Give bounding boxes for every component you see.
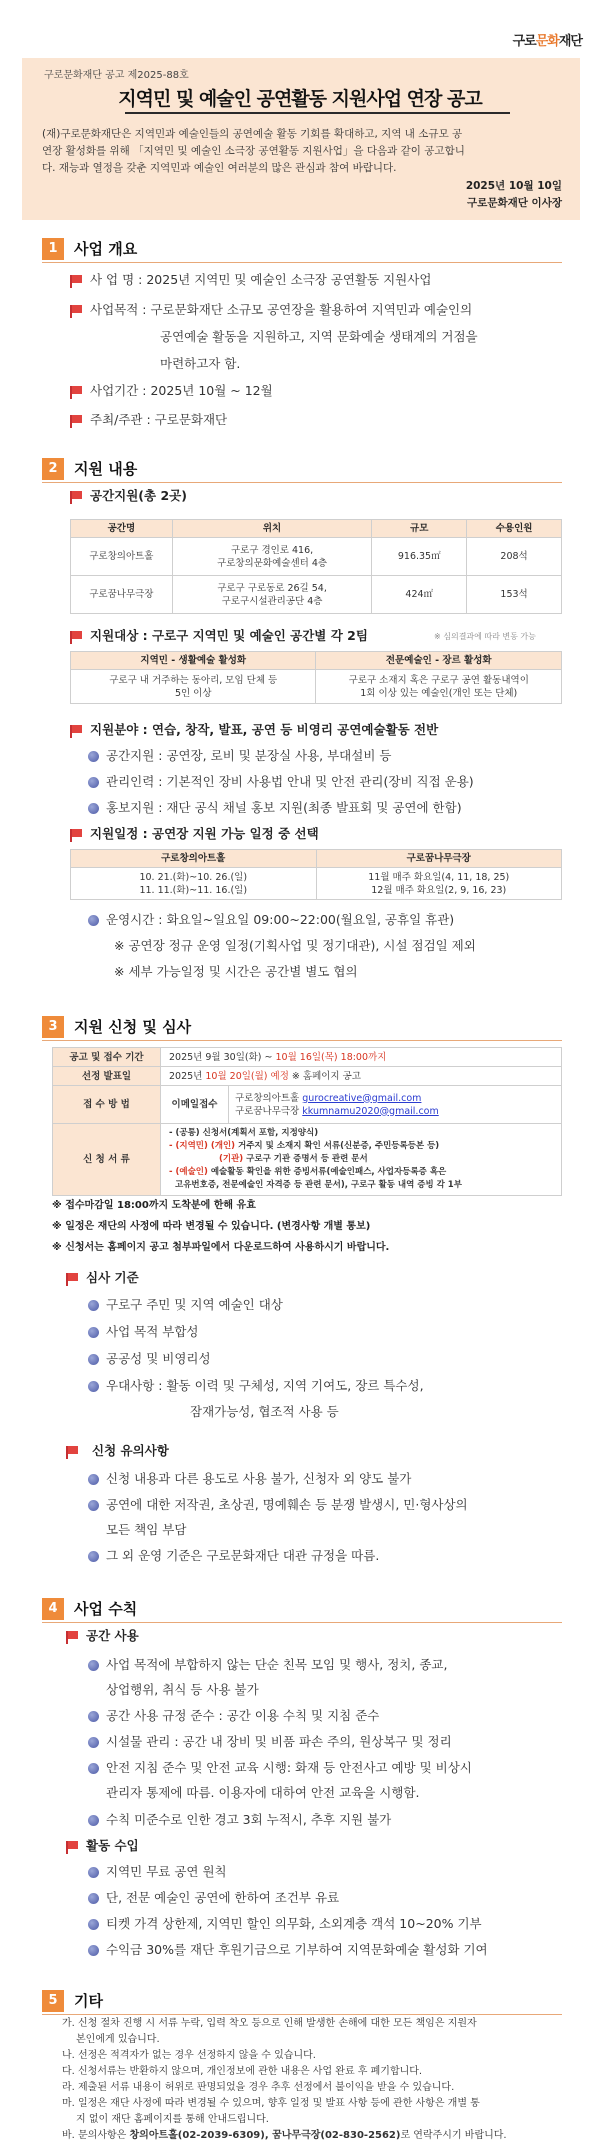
rule-item: 시설물 관리 : 공간 내 장비 및 비품 파손 주의, 원상복구 및 정리	[106, 1734, 452, 1749]
doc-text: 예술활동 확인을 위한 증빙서류(예술인패스, 사업자등록증 혹은	[207, 1167, 447, 1177]
section-divider	[42, 262, 562, 263]
doc-item	[169, 1140, 558, 1153]
criteria-item: 구로구 주민 및 지역 예술인 대상	[106, 1297, 283, 1312]
doc-tag: - (지역민) (개인)	[169, 1141, 236, 1151]
rule-item-cont: 상업행위, 취식 등 사용 불가	[106, 1682, 259, 1697]
bullet-icon	[88, 1300, 99, 1311]
section-number: 1	[42, 238, 64, 260]
project-host: 주최/주관 : 구로문화재단	[90, 412, 228, 427]
email-link[interactable]: kkumnamu2020@gmail.com	[302, 1105, 439, 1117]
application-note: ※ 일정은 재단의 사정에 따라 변경될 수 있습니다. (변경사항 개별 통보)	[52, 1221, 371, 1232]
section-divider	[42, 482, 562, 483]
method-email: 이메일접수	[161, 1086, 229, 1124]
section-number: 4	[42, 1598, 64, 1620]
flag-icon	[68, 490, 82, 504]
project-name: 사 업 명 : 2025년 지역민 및 예술인 소극장 공연활동 지원사업	[90, 272, 432, 287]
email-list	[229, 1086, 562, 1124]
email-row	[235, 1105, 558, 1118]
row-value	[161, 1067, 562, 1086]
target-resident	[71, 670, 316, 704]
doc-item: 고유번호증, 전문예술인 자격증 등 관련 문서), 구로구 활동 내역 증빙 각 1부	[175, 1180, 462, 1190]
cell-line: 구로구 소재지 혹은 구로구 공연 활동내역이	[348, 674, 529, 686]
section-title: 사업 개요	[74, 240, 138, 258]
cell-line: 12월 매주 화요일(2, 9, 16, 23)	[371, 884, 507, 896]
period-text: 2025년 9월 30일(화) ~	[169, 1051, 276, 1063]
logo[interactable]	[513, 30, 582, 49]
page-title: 지역민 및 예술인 공연활동 지원사업 연장 공고	[118, 88, 482, 110]
revenue-item: 단, 전문 예술인 공연에 한하여 조건부 유료	[106, 1890, 340, 1905]
column-header: 규모	[372, 520, 467, 538]
etc-item: 가. 신청 절차 진행 시 서류 누락, 입력 착오 등으로 인해 발생한 손해에 대한 모든 책임은 지원자	[62, 2018, 477, 2029]
contact-suffix: 로 연락주시기 바랍니다.	[400, 2130, 507, 2141]
venue-seats: 153석	[467, 576, 562, 614]
venue-size: 916.35㎡	[372, 538, 467, 576]
bullet-icon	[88, 1660, 99, 1671]
rule-item-cont: 관리자 통제에 따름. 이용자에 대하여 안전 교육을 시행함.	[106, 1785, 420, 1800]
table-row	[71, 576, 562, 614]
caution-heading: 신청 유의사항	[92, 1443, 169, 1458]
section-number: 3	[42, 1016, 64, 1038]
section-title: 지원 신청 및 심사	[74, 1018, 192, 1036]
flag-icon	[64, 1272, 78, 1286]
etc-item: 마. 일정은 재단 사정에 따라 변경될 수 있으며, 향후 일정 및 발표 사항 등에 관한 사항은 개별 통	[62, 2098, 480, 2109]
cell-line: 구로구 내 거주하는 동아리, 모임 단체 등	[109, 674, 278, 686]
doc-tag: - (예술인)	[169, 1167, 208, 1177]
rule-item: 수칙 미준수로 인한 경고 3회 누적시, 추후 지원 불가	[106, 1812, 392, 1827]
revenue-item: 수익금 30%를 재단 후원기금으로 기부하여 지역문화예술 활성화 기여	[106, 1942, 488, 1957]
rule-item: 안전 지침 준수 및 안전 교육 시행: 화재 등 안전사고 예방 및 비상시	[106, 1760, 472, 1775]
table-row	[53, 1048, 562, 1067]
staff-support: 관리인력 : 기본적인 장비 사용법 안내 및 안전 관리(장비 직접 운용)	[106, 774, 474, 789]
cell-line: 11월 매주 화요일(4, 11, 18, 25)	[368, 871, 510, 883]
bullet-icon	[88, 803, 99, 814]
notice-date: 2025년 10월 10일	[465, 180, 562, 192]
section-number: 5	[42, 1990, 64, 2012]
doc-text: 구로구 기관 증명서 등 관련 문서	[243, 1154, 368, 1164]
title-underline	[125, 112, 510, 114]
criteria-heading: 심사 기준	[86, 1270, 139, 1285]
caution-item: 공연에 대한 저작권, 초상권, 명예훼손 등 분쟁 발생시, 민·형사상의	[106, 1497, 468, 1512]
bullet-icon	[88, 1893, 99, 1904]
logo-text-highlight: 문화	[535, 34, 559, 49]
column-header: 지역민 - 생활예술 활성화	[71, 652, 316, 670]
section-title: 사업 수칙	[74, 1600, 138, 1618]
cell-line: 5인 이상	[174, 687, 212, 699]
bullet-icon	[88, 1919, 99, 1930]
venue-seats: 208석	[467, 538, 562, 576]
caution-item-cont: 모든 책임 부담	[106, 1522, 187, 1537]
venue-location-line: 구로구시설관리공단 4층	[221, 595, 323, 607]
deadline-text: 10월 16일(목) 18:00까지	[275, 1051, 387, 1063]
doc-item	[169, 1166, 558, 1179]
table-row	[71, 868, 562, 900]
project-purpose: 사업목적 : 구로문화재단 소규모 공연장을 활용하여 지역민과 예술인의	[90, 302, 473, 317]
flag-icon	[64, 1445, 78, 1459]
email-row	[235, 1092, 558, 1105]
revenue-item: 티켓 가격 상한제, 지역민 할인 의무화, 소외계층 객석 10~20% 기부	[106, 1916, 482, 1931]
intro-text	[42, 126, 570, 177]
etc-item: 다. 신청서류는 반환하지 않으며, 개인정보에 관한 내용은 사업 완료 후 폐기합니다.	[62, 2066, 423, 2077]
schedule-kkumnamu	[316, 868, 561, 900]
documents-list	[161, 1124, 562, 1196]
caution-item: 그 외 운영 기준은 구로문화재단 대관 규정을 따름.	[106, 1548, 380, 1563]
announce-date: 10월 20일(월) 예정	[205, 1070, 289, 1082]
criteria-item-cont: 잠재가능성, 협조적 사용 등	[190, 1404, 339, 1419]
logo-text-prefix: 구로	[512, 34, 536, 49]
bullet-icon	[88, 1711, 99, 1722]
venue-table	[70, 519, 562, 614]
row-label: 신 청 서 류	[53, 1124, 161, 1196]
table-header-row	[71, 652, 562, 670]
flag-icon	[68, 414, 82, 428]
section-divider	[42, 1622, 562, 1623]
doc-item: - (공통) 신청서(계획서 포함, 지정양식)	[169, 1128, 319, 1138]
project-purpose-cont: 마련하고자 함.	[160, 356, 241, 371]
column-header: 구로꿈나무극장	[316, 850, 561, 868]
column-header: 구로창의아트홀	[71, 850, 317, 868]
flag-icon	[68, 385, 82, 399]
promo-support: 홍보지원 : 재단 공식 채널 홍보 지원(최종 발표회 및 공연에 한함)	[106, 800, 462, 815]
table-header-row	[71, 520, 562, 538]
column-header: 위치	[172, 520, 372, 538]
operating-hours: 운영시간 : 화요일~일요일 09:00~22:00(월요일, 공휴일 휴관)	[106, 912, 455, 927]
etc-item: 나. 선정은 적격자가 없는 경우 선정하지 않을 수 있습니다.	[62, 2050, 316, 2061]
bullet-icon	[88, 1815, 99, 1826]
venue-name: 구로꿈나무극장	[71, 576, 173, 614]
table-row	[71, 670, 562, 704]
venue-name: 구로창의아트홀	[71, 538, 173, 576]
table-row	[53, 1067, 562, 1086]
bullet-icon	[88, 1763, 99, 1774]
flag-icon	[68, 630, 82, 644]
table-header-row	[71, 850, 562, 868]
cell-line: 10. 21.(화)~10. 26.(일)	[139, 871, 248, 883]
venue-size: 424㎡	[372, 576, 467, 614]
bullet-icon	[88, 1551, 99, 1562]
intro-line: 연장 활성화를 위해 「지역민 및 예술인 소극장 공연활동 지원사업」을 다음과 같이 공고합니	[42, 145, 465, 157]
venue-label: 구로창의아트홀	[235, 1092, 303, 1104]
logo-text-suffix: 재단	[558, 34, 582, 49]
flag-icon	[68, 304, 82, 318]
flag-icon	[64, 1630, 78, 1644]
schedule-note: ※ 공연장 정규 운영 일정(기획사업 및 정기대관), 시설 점검일 제외	[114, 938, 476, 953]
cell-line: 11. 11.(화)~11. 16.(일)	[139, 884, 248, 896]
venue-location-line: 구로창의문화예술센터 4층	[217, 557, 328, 569]
criteria-item: 사업 목적 부합성	[106, 1324, 199, 1339]
contact-prefix: 바. 문의사항은	[62, 2130, 130, 2141]
rule-item: 공간 사용 규정 준수 : 공간 이용 수칙 및 지침 준수	[106, 1708, 380, 1723]
flag-icon	[64, 1840, 78, 1854]
support-schedule: 지원일정 : 공연장 지원 가능 일정 중 선택	[90, 826, 319, 841]
caution-item: 신청 내용과 다른 용도로 사용 불가, 신청자 외 양도 불가	[106, 1471, 412, 1486]
bullet-icon	[88, 1500, 99, 1511]
column-header: 공간명	[71, 520, 173, 538]
intro-line: (재)구로문화재단은 지역민과 예술인들의 공연예술 활동 기회를 확대하고, 지역 내 소규모 공	[42, 128, 463, 140]
table-row	[53, 1086, 562, 1124]
etc-item-cont: 지 없이 재단 홈페이지를 통해 안내드립니다.	[76, 2114, 269, 2125]
space-support-heading: 공간지원(총 2곳)	[90, 488, 187, 503]
column-header: 전문예술인 - 장르 활성화	[316, 652, 562, 670]
flag-icon	[68, 828, 82, 842]
bullet-icon	[88, 751, 99, 762]
bullet-icon	[88, 1737, 99, 1748]
notice-issuer: 구로문화재단 이사장	[467, 197, 562, 209]
support-field: 지원분야 : 연습, 창작, 발표, 공연 등 비영리 공연예술활동 전반	[90, 722, 439, 737]
etc-item	[62, 2129, 507, 2143]
table-row	[53, 1124, 562, 1196]
row-label: 공고 및 접수 기간	[53, 1048, 161, 1067]
row-label: 접 수 방 법	[53, 1086, 161, 1124]
space-support: 공간지원 : 공연장, 로비 및 분장실 사용, 부대설비 등	[106, 748, 392, 763]
venue-location	[172, 576, 372, 614]
row-value	[161, 1048, 562, 1067]
email-link[interactable]: gurocreative@gmail.com	[302, 1092, 422, 1104]
bullet-icon	[88, 777, 99, 788]
contact-phones: 창의아트홀(02-2039-6309), 꿈나무극장(02-830-2562)	[129, 2130, 401, 2141]
bullet-icon	[88, 1381, 99, 1392]
schedule-note: ※ 세부 가능일정 및 시간은 공간별 별도 협의	[114, 964, 358, 979]
venue-location-line: 구로구 경인로 416,	[230, 544, 314, 556]
bullet-icon	[88, 1867, 99, 1878]
flag-icon	[68, 274, 82, 288]
criteria-item: 우대사항 : 활동 이력 및 구체성, 지역 기여도, 장르 특수성,	[106, 1378, 424, 1393]
support-target: 지원대상 : 구로구 지역민 및 예술인 공간별 각 2팀	[90, 628, 368, 643]
row-label: 선정 발표일	[53, 1067, 161, 1086]
application-note: ※ 접수마감일 18:00까지 도착분에 한해 유효	[52, 1200, 256, 1211]
section-divider	[42, 2014, 562, 2015]
project-purpose-cont: 공연예술 활동을 지원하고, 지역 문화예술 생태계의 거점을	[160, 329, 478, 344]
bullet-icon	[88, 1945, 99, 1956]
schedule-table	[70, 849, 562, 900]
doc-text: 거주지 및 소재지 확인 서류(신분증, 주민등록등본 등)	[235, 1141, 440, 1151]
revenue-item: 지역민 무료 공연 원칙	[106, 1864, 227, 1879]
target-table	[70, 651, 562, 704]
schedule-arthall	[71, 868, 317, 900]
venue-location-line: 구로구 구로동로 26길 54,	[217, 582, 327, 594]
section-divider	[42, 1040, 562, 1041]
bullet-icon	[88, 915, 99, 926]
application-table	[52, 1047, 562, 1196]
criteria-item: 공공성 및 비영리성	[106, 1351, 211, 1366]
etc-item-cont: 본인에게 있습니다.	[76, 2034, 160, 2045]
project-period: 사업기간 : 2025년 10월 ~ 12월	[90, 383, 273, 398]
notice-number: 구로문화재단 공고 제2025-88호	[44, 70, 189, 81]
target-artist	[316, 670, 562, 704]
doc-tag: (기관)	[219, 1154, 244, 1164]
etc-item: 라. 제출된 서류 내용이 허위로 판명되었을 경우 추후 선정에서 불이익을 받을 수 있습니다.	[62, 2082, 455, 2093]
table-row	[71, 538, 562, 576]
announce-note: ※ 홈페이지 공고	[288, 1070, 361, 1082]
venue-location	[172, 538, 372, 576]
column-header: 수용인원	[467, 520, 562, 538]
intro-line: 다. 재능과 열정을 갖춘 지역민과 예술인 여러분의 많은 관심과 참여 바랍니다.	[42, 162, 397, 174]
section-title: 지원 내용	[74, 460, 138, 478]
doc-item	[169, 1153, 558, 1166]
rule-item: 사업 목적에 부합하지 않는 단순 친목 모임 및 행사, 정치, 종교,	[106, 1657, 448, 1672]
cell-line: 1회 이상 있는 예술인(개인 또는 단체)	[360, 687, 518, 699]
space-use-heading: 공간 사용	[86, 1628, 139, 1643]
revenue-heading: 활동 수입	[86, 1838, 139, 1853]
support-target-note: ※ 심의결과에 따라 변동 가능	[434, 632, 536, 641]
bullet-icon	[88, 1474, 99, 1485]
venue-label: 구로꿈나무극장	[235, 1105, 303, 1117]
bullet-icon	[88, 1327, 99, 1338]
section-number: 2	[42, 458, 64, 480]
announce-text: 2025년	[169, 1070, 206, 1082]
flag-icon	[68, 724, 82, 738]
bullet-icon	[88, 1354, 99, 1365]
application-note: ※ 신청서는 홈페이지 공고 첨부파일에서 다운로드하여 사용하시기 바랍니다.	[52, 1242, 390, 1253]
section-title: 기타	[74, 1992, 103, 2010]
